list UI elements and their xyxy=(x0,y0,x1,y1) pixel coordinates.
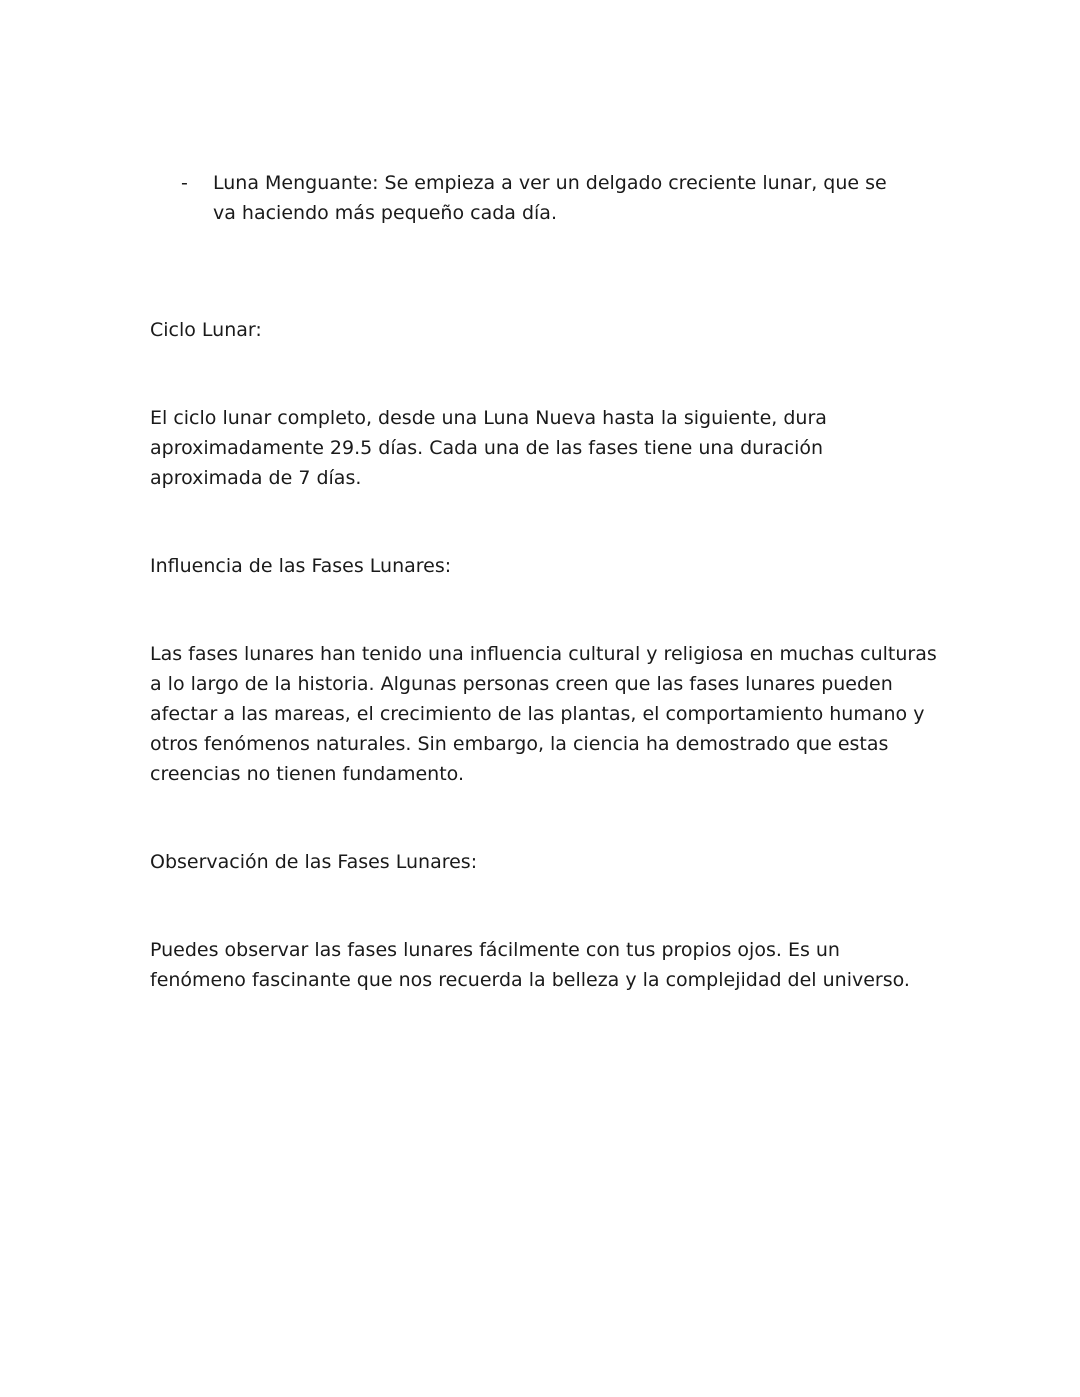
paragraph-observacion: Puedes observar las fases lunares fácilmente con tus propios ojos. Es un fenómeno fascinante que nos recuerda la belleza y la complejidad del universo. xyxy=(150,939,910,991)
list-item-text: Luna Menguante: Se empieza a ver un delgado creciente lunar, que se va haciendo más pequeño cada día. xyxy=(213,172,887,224)
section-heading-observacion: Observación de las Fases Lunares: xyxy=(150,851,478,873)
bullet-marker: - xyxy=(181,172,188,194)
section-heading-ciclo-lunar: Ciclo Lunar: xyxy=(150,319,262,341)
paragraph-ciclo-lunar: El ciclo lunar completo, desde una Luna Nueva hasta la siguiente, dura aproximadamente 29.5 días. Cada una de las fases tiene una duración aproximada de 7 días. xyxy=(150,407,827,489)
section-heading-influencia: Influencia de las Fases Lunares: xyxy=(150,555,452,577)
paragraph-influencia: Las fases lunares han tenido una influencia cultural y religiosa en muchas culturas a lo largo de la historia. Algunas personas creen que las fases lunares pueden afectar a las mareas, el crecimiento de las plantas, el comportamiento humano y otros fenómenos naturales. Sin embargo, la ciencia ha demostrado que estas creencias no tienen fundamento. xyxy=(150,643,937,785)
